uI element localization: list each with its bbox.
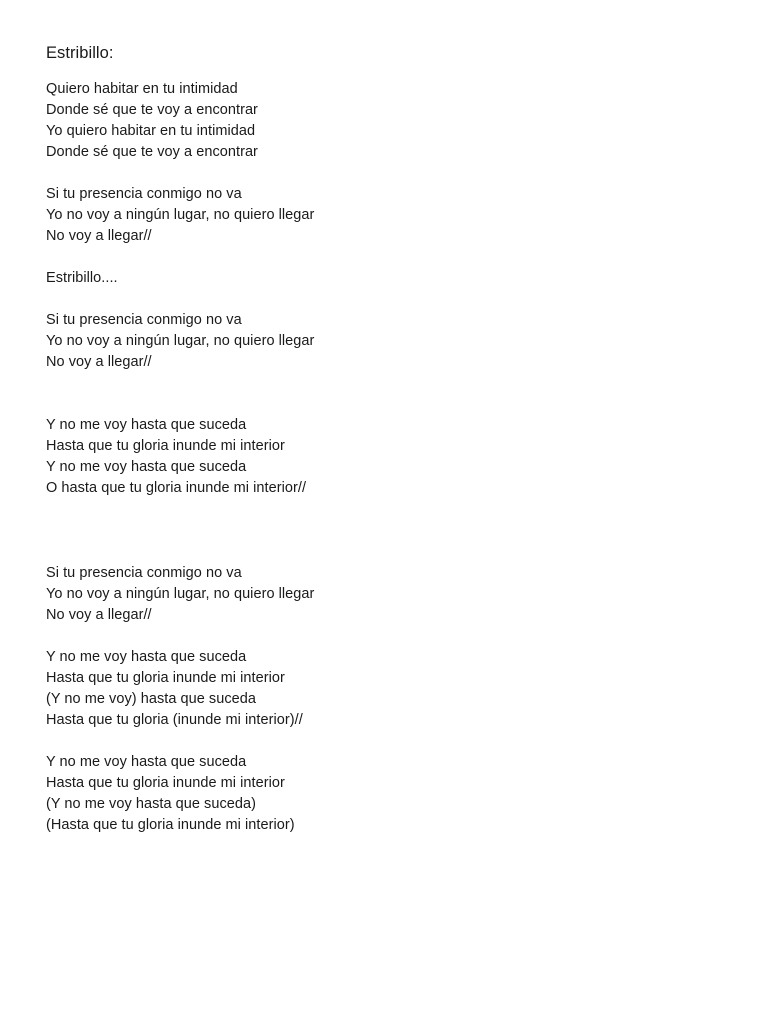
lyric-line: Y no me voy hasta que suceda [46,459,247,475]
lyric-line: No voy a llegar// [46,607,152,623]
lyric-line: Yo no voy a ningún lugar, no quiero llegar [46,207,315,223]
lyric-line: Y no me voy hasta que suceda [46,754,247,770]
lyric-line: No voy a llegar// [46,354,152,370]
lyric-line: (Hasta que tu gloria inunde mi interior) [46,817,295,833]
lyric-line: Yo no voy a ningún lugar, no quiero llegar [46,586,315,602]
lyric-line: (Y no me voy) hasta que suceda [46,691,256,707]
lyric-line: Si tu presencia conmigo no va [46,312,242,328]
lyric-line: Si tu presencia conmigo no va [46,565,242,581]
lyric-line: Donde sé que te voy a encontrar [46,102,258,118]
lyric-line: Y no me voy hasta que suceda [46,649,247,665]
lyric-line: Yo no voy a ningún lugar, no quiero llegar [46,333,315,349]
section-heading: Estribillo: [46,44,114,62]
lyric-line: No voy a llegar// [46,228,152,244]
lyric-line: Hasta que tu gloria inunde mi interior [46,670,285,686]
lyric-line: O hasta que tu gloria inunde mi interior// [46,480,307,496]
chorus-marker: Estribillo.... [46,270,118,286]
lyric-line: Hasta que tu gloria (inunde mi interior)// [46,712,303,728]
lyric-line: Si tu presencia conmigo no va [46,186,242,202]
lyric-line: (Y no me voy hasta que suceda) [46,796,256,812]
lyric-line: Quiero habitar en tu intimidad [46,81,238,97]
lyric-line: Donde sé que te voy a encontrar [46,144,258,160]
lyric-line: Yo quiero habitar en tu intimidad [46,123,256,139]
lyric-line: Hasta que tu gloria inunde mi interior [46,438,285,454]
lyric-line: Hasta que tu gloria inunde mi interior [46,775,285,791]
lyric-line: Y no me voy hasta que suceda [46,417,247,433]
